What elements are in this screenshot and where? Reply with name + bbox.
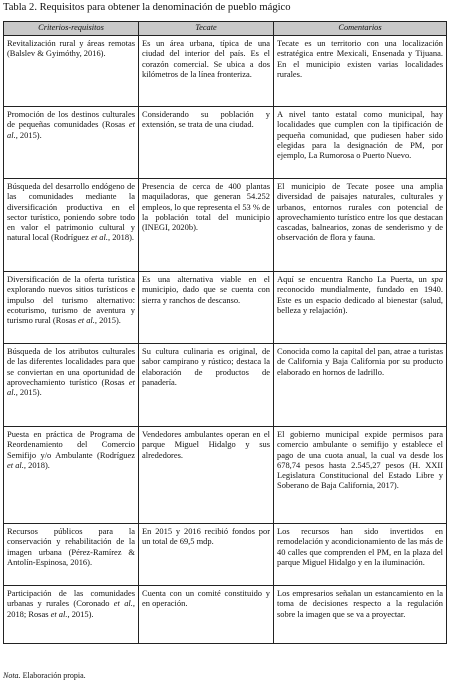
table-note: Nota. Elaboración propia. [3,671,86,680]
table-caption: Tabla 2. Requisitos para obtener la denominación de pueblo mágico [3,2,291,13]
cell-criterio: Búsqueda de los atributos culturales de las diferentes localidades para que se conviertan en una oportunidad de aprovechamiento turístico (Rosas et al., 2015). [4,344,139,427]
cell-criterio: Revitalización rural y áreas remotas (Balslev & Gyimóthy, 2016). [4,36,139,107]
table-header-row [4,22,447,36]
cell-criterio: Búsqueda del desarrollo endógeno de las comunidades mediante la diversificación productiva en el sector turístico, poniendo sobre todo en valor el patrimonio cultural y natural local (Rodríguez et al., 2018). [4,179,139,272]
table-row [4,586,447,644]
cell-comentario: Los recursos han sido invertidos en remodelación y acondicionamiento de las más de 40 calles que comprenden el PM, en la plaza del parque Miguel Hidalgo y en la iluminación. [274,524,447,586]
header-tecate: Tecate [139,22,274,36]
cell-comentario: Los empresarios señalan un estancamiento en la toma de decisiones respecto a la regulación sobre la imagen que se va a proyectar. [274,586,447,644]
cell-tecate: Considerando su población y extensión, se trata de una ciudad. [139,107,274,179]
cell-comentario: A nivel tanto estatal como municipal, hay localidades que cumplen con la tipificación de pequeña comunidad, que pudiesen haber sido elegidas para la designación de PM, por ejemplo, La Rumorosa o Puerto Nuevo. [274,107,447,179]
table-row [4,272,447,344]
cell-comentario: Aquí se encuentra Rancho La Puerta, un spa reconocido mundialmente, fundado en 1940. Este es un espacio dedicado al bienestar (salud, belleza y relajación). [274,272,447,344]
cell-tecate: Vendedores ambulantes operan en el parque Miguel Hidalgo y sus alrededores. [139,427,274,524]
table-row [4,427,447,524]
cell-criterio: Promoción de los destinos culturales de pequeñas comunidades (Rosas et al., 2015). [4,107,139,179]
cell-criterio: Participación de las comunidades urbanas y rurales (Coronado et al., 2018; Rosas et al., 2015). [4,586,139,644]
table-row [4,179,447,272]
cell-tecate: Es una alternativa viable en el municipio, dado que se cuenta con sierra y ranchos de descanso. [139,272,274,344]
table-row [4,344,447,427]
cell-comentario: El municipio de Tecate posee una amplia diversidad de paisajes naturales, culturales y urbanos, entornos rurales con potencial de aprovechamiento turístico entre los que destacan cascadas, balnearios, zonas de senderismo y de observación de flora y fauna. [274,179,447,272]
cell-tecate: Presencia de cerca de 400 plantas maquiladoras, que generan 54.252 empleos, lo que representa el 53 % de la población total del municipio (INEGI, 2020b). [139,179,274,272]
requirements-table [3,21,447,644]
cell-criterio: Diversificación de la oferta turística explorando nuevos sitios turísticos e impulso del turismo alternativo: ecoturismo, turismo de aventura y turismo rural (Rosas et al., 2015). [4,272,139,344]
cell-criterio: Puesta en práctica de Programa de Reordenamiento del Comercio Semifijo y/o Ambulante (Rodríguez et al., 2018). [4,427,139,524]
cell-tecate: Es un área urbana, típica de una ciudad del interior del país. Es el corazón comercial. Se ubica a dos kilómetros de la línea fronteriza. [139,36,274,107]
cell-tecate: Cuenta con un comité constituido y en operación. [139,586,274,644]
cell-comentario: El gobierno municipal expide permisos para comercio ambulante o semifijo y establece el pago de una cuota anual, la cual va desde los 678,74 pesos hasta 2.545,27 pesos (H. XXII Legislatura Constitucional del Estado Libre y Soberano de Baja California, 2017). [274,427,447,524]
cell-tecate: Su cultura culinaria es original, de sabor campirano y rústico; destaca la elaboración de productos de panadería. [139,344,274,427]
cell-comentario: Tecate es un territorio con una localización estratégica entre Mexicali, Ensenada y Tijuana. En el municipio existen varias localidades rurales. [274,36,447,107]
table-row [4,36,447,107]
header-criterios: Criterios-requisitos [4,22,139,36]
cell-comentario: Conocida como la capital del pan, atrae a turistas de California y Baja California por su producto elaborado en hornos de ladrillo. [274,344,447,427]
note-text: Elaboración propia. [22,671,86,680]
table-row [4,524,447,586]
header-comentarios: Comentarios [274,22,447,36]
cell-criterio: Recursos públicos para la conservación y rehabilitación de la imagen urbana (Pérez-Ramírez & Antolín-Espinosa, 2016). [4,524,139,586]
cell-tecate: En 2015 y 2016 recibió fondos por un total de 69,5 mdp. [139,524,274,586]
table-row [4,107,447,179]
